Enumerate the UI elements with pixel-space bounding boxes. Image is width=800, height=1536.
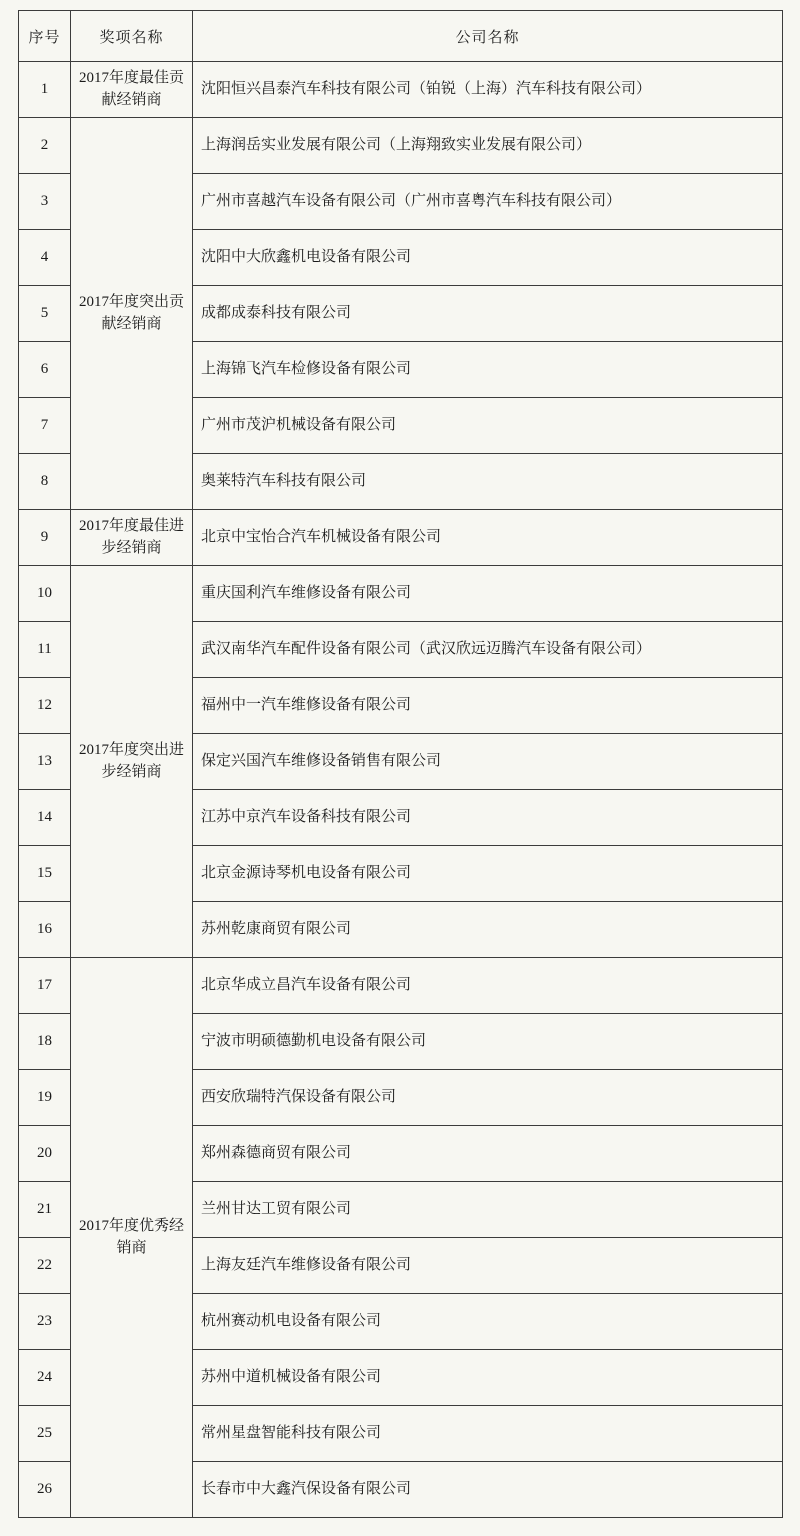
company-name: 兰州甘达工贸有限公司: [193, 1182, 783, 1238]
row-number: 10: [19, 566, 71, 622]
company-name: 沈阳恒兴昌泰汽车科技有限公司（铂锐（上海）汽车科技有限公司）: [193, 62, 783, 118]
company-name: 广州市茂沪机械设备有限公司: [193, 398, 783, 454]
row-number: 1: [19, 62, 71, 118]
row-number: 15: [19, 846, 71, 902]
row-number: 2: [19, 118, 71, 174]
company-name: 沈阳中大欣鑫机电设备有限公司: [193, 230, 783, 286]
company-name: 奥莱特汽车科技有限公司: [193, 454, 783, 510]
company-name: 苏州中道机械设备有限公司: [193, 1350, 783, 1406]
company-name: 杭州赛动机电设备有限公司: [193, 1294, 783, 1350]
company-name: 福州中一汽车维修设备有限公司: [193, 678, 783, 734]
company-name: 北京中宝怡合汽车机械设备有限公司: [193, 510, 783, 566]
row-number: 25: [19, 1406, 71, 1462]
row-number: 19: [19, 1070, 71, 1126]
row-number: 16: [19, 902, 71, 958]
column-header-no: 序号: [19, 11, 71, 62]
row-number: 22: [19, 1238, 71, 1294]
company-name: 上海润岳实业发展有限公司（上海翔致实业发展有限公司）: [193, 118, 783, 174]
row-number: 7: [19, 398, 71, 454]
row-number: 5: [19, 286, 71, 342]
row-number: 23: [19, 1294, 71, 1350]
table-header-row: [19, 11, 783, 62]
award-name: 2017年度最佳进步经销商: [71, 510, 193, 566]
row-number: 26: [19, 1462, 71, 1518]
company-name: 常州星盘智能科技有限公司: [193, 1406, 783, 1462]
table-row: [19, 566, 783, 622]
table-body: [19, 62, 783, 1518]
row-number: 17: [19, 958, 71, 1014]
company-name: 苏州乾康商贸有限公司: [193, 902, 783, 958]
company-name: 武汉南华汽车配件设备有限公司（武汉欣远迈腾汽车设备有限公司）: [193, 622, 783, 678]
company-name: 西安欣瑞特汽保设备有限公司: [193, 1070, 783, 1126]
award-name: 2017年度突出贡献经销商: [71, 118, 193, 510]
table-row: [19, 62, 783, 118]
row-number: 14: [19, 790, 71, 846]
company-name: 成都成泰科技有限公司: [193, 286, 783, 342]
row-number: 3: [19, 174, 71, 230]
table-row: [19, 958, 783, 1014]
table-header: [19, 11, 783, 62]
company-name: 广州市喜越汽车设备有限公司（广州市喜粤汽车科技有限公司）: [193, 174, 783, 230]
company-name: 江苏中京汽车设备科技有限公司: [193, 790, 783, 846]
row-number: 9: [19, 510, 71, 566]
row-number: 13: [19, 734, 71, 790]
table-row: [19, 510, 783, 566]
company-name: 上海锦飞汽车检修设备有限公司: [193, 342, 783, 398]
row-number: 11: [19, 622, 71, 678]
award-name: 2017年度优秀经销商: [71, 958, 193, 1518]
column-header-award: 奖项名称: [71, 11, 193, 62]
company-name: 重庆国利汽车维修设备有限公司: [193, 566, 783, 622]
row-number: 24: [19, 1350, 71, 1406]
company-name: 上海友廷汽车维修设备有限公司: [193, 1238, 783, 1294]
award-name: 2017年度突出进步经销商: [71, 566, 193, 958]
row-number: 21: [19, 1182, 71, 1238]
company-name: 保定兴国汽车维修设备销售有限公司: [193, 734, 783, 790]
row-number: 18: [19, 1014, 71, 1070]
award-table: [18, 10, 783, 1518]
award-name: 2017年度最佳贡献经销商: [71, 62, 193, 118]
table-row: [19, 118, 783, 174]
column-header-company: 公司名称: [193, 11, 783, 62]
company-name: 北京金源诗琴机电设备有限公司: [193, 846, 783, 902]
company-name: 北京华成立昌汽车设备有限公司: [193, 958, 783, 1014]
row-number: 8: [19, 454, 71, 510]
row-number: 12: [19, 678, 71, 734]
row-number: 6: [19, 342, 71, 398]
company-name: 长春市中大鑫汽保设备有限公司: [193, 1462, 783, 1518]
company-name: 郑州森德商贸有限公司: [193, 1126, 783, 1182]
row-number: 20: [19, 1126, 71, 1182]
company-name: 宁波市明硕德勤机电设备有限公司: [193, 1014, 783, 1070]
row-number: 4: [19, 230, 71, 286]
